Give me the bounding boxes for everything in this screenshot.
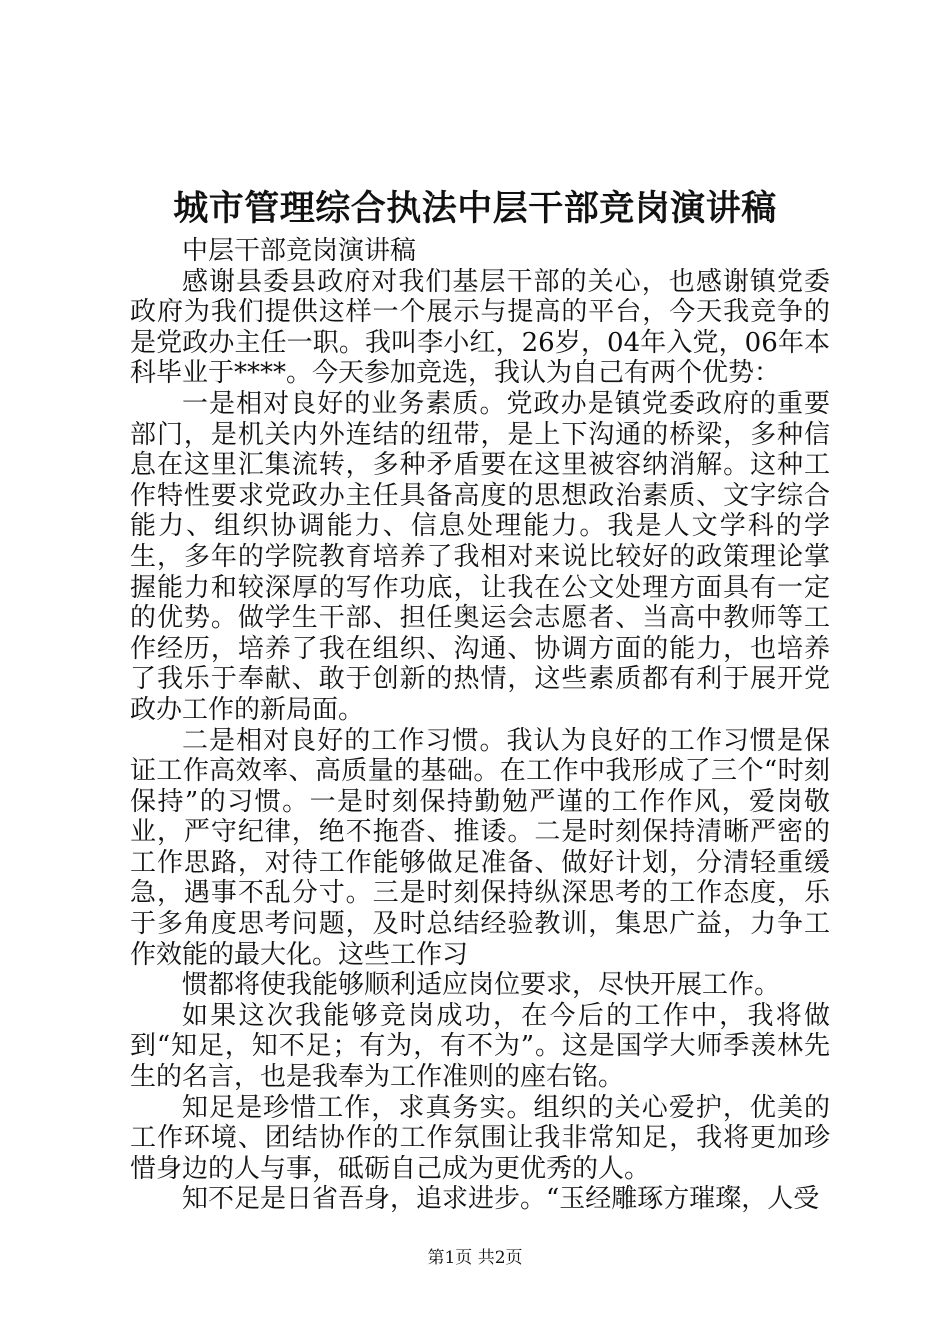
body-paragraph: 惯都将使我能够顺利适应岗位要求，尽快开展工作。 — [182, 970, 781, 1001]
body-paragraph: 知不足是日省吾身，追求进步。“玉经雕琢方璀璨，人受 — [182, 1184, 820, 1215]
document-title: 城市管理综合执法中层干部竞岗演讲稿 — [173, 188, 777, 229]
body-paragraph: 中层干部竞岗演讲稿 — [182, 236, 417, 266]
body-paragraph: 如果这次我能够竞岗成功，在今后的工作中，我将做到“知足，知不足；有为，有不为”。这是国学大师季羡林先生的名言，也是我奉为工作准则的座右铭。 — [130, 1000, 830, 1093]
body-paragraph: 知足是珍惜工作，求真务实。组织的关心爱护，优美的工作环境、团结协作的工作氛围让我非常知足，我将更加珍惜身边的人与事，砥砺自己成为更优秀的人。 — [130, 1092, 830, 1184]
body-paragraph: 二是相对良好的工作习惯。我认为良好的工作习惯是保证工作高效率、高质量的基础。在工作中我形成了三个“时刻保持”的习惯。一是时刻保持勤勉严谨的工作作风，爱岗敬业，严守纪律，绝不拖沓、推诿。二是时刻保持清晰严密的工作思路，对待工作能够做足准备、做好计划，分清轻重缓急，遇事不乱分寸。三是时刻保持纵深思考的工作态度，乐于多角度思考问题，及时总结经验教训，集思广益，力争工作效能的最大化。这些工作习 — [130, 725, 830, 970]
body-paragraph: 感谢县委县政府对我们基层干部的关心，也感谢镇党委政府为我们提供这样一个展示与提高的平台，今天我竞争的是党政办主任一职。我叫李小红，26岁，04年入党，06年本科毕业于****。今天参加竞选，我认为自己有两个优势： — [130, 266, 830, 389]
body-paragraph: 一是相对良好的业务素质。党政办是镇党委政府的重要部门，是机关内外连结的纽带，是上下沟通的桥梁，多种信息在这里汇集流转，多种矛盾要在这里被容纳消解。这种工作特性要求党政办主任具备高度的思想政治素质、文字综合能力、组织协调能力、信息处理能力。我是人文学科的学生，多年的学院教育培养了我相对来说比较好的政策理论掌握能力和较深厚的写作功底，让我在公文处理方面具有一定的优势。做学生干部、担任奥运会志愿者、当高中教师等工作经历，培养了我在组织、沟通、协调方面的能力，也培养了我乐于奉献、敢于创新的热情，这些素质都有利于展开党政办工作的新局面。 — [130, 388, 830, 725]
page-number-footer: 第1页 共2页 — [427, 1248, 523, 1268]
document-body — [130, 236, 830, 1215]
